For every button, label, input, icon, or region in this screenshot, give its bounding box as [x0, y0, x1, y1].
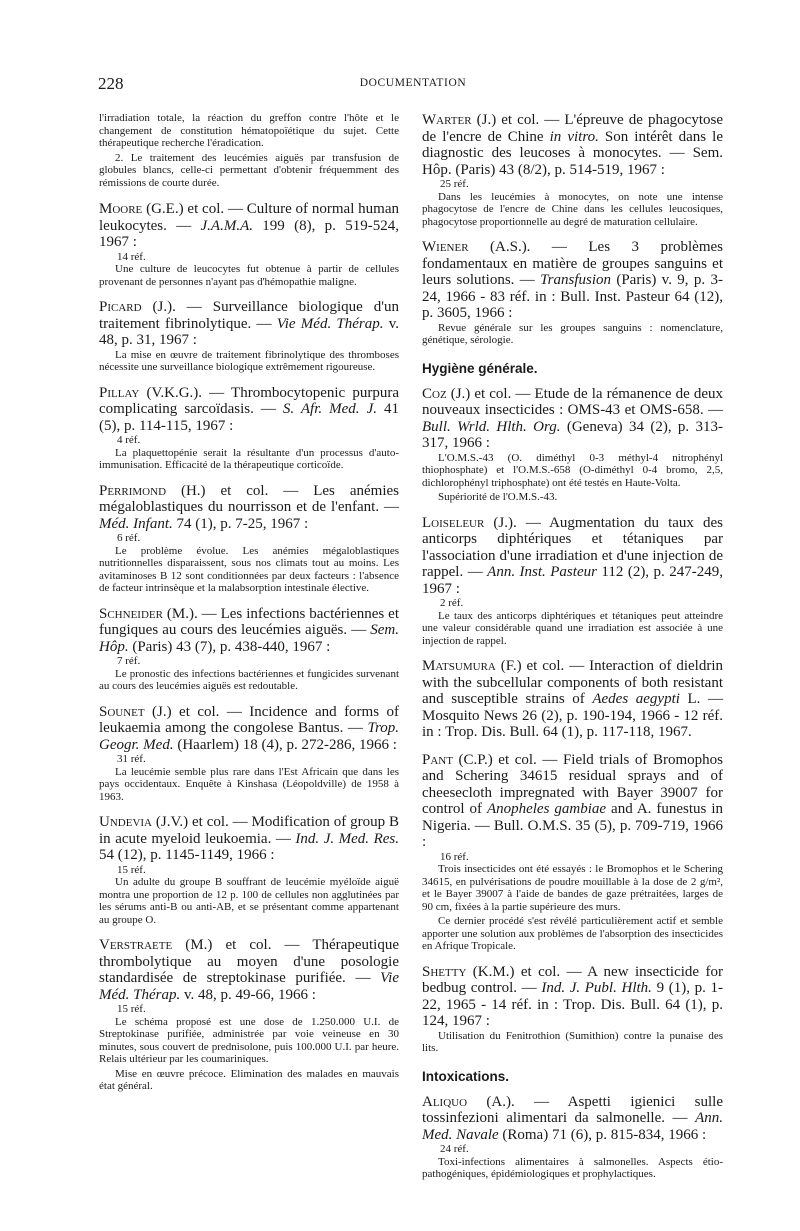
- citation-title: — Surveillance biologique d'un traitement fibrinolytique. —: [99, 299, 399, 332]
- abstract-paragraph: La mise en œuvre de traitement fibrinolytique des thromboses nécessite une surveillance biologique extrêmement rigoureuse.: [99, 348, 399, 373]
- abstract-paragraph: Le problème évolue. Les anémies mégaloblastiques nutritionnelles disparaissent, sous nos climats tout au moins. Les avitaminoses B 12 sont conditionnées par deux facteurs : l'absence de facteur intrinsèque et la malabsorption intestinale élective.: [99, 544, 399, 594]
- reference-count: 15 réf.: [117, 863, 146, 876]
- citation: [99, 606, 399, 656]
- bibliography-entry: [422, 964, 723, 1055]
- bibliography-entry: [422, 1094, 723, 1181]
- citation-title: et col. — Culture of normal human leukocytes. —: [99, 201, 399, 234]
- journal-name: Ann. Inst. Pasteur: [487, 564, 597, 580]
- citation: [99, 299, 399, 349]
- right-column: [422, 112, 723, 1192]
- citation-details: 9 (1), p. 1-22, 1965 - 14 réf. in : Trop. Dis. Bull. 64 (1), p. 124, 1967 :: [422, 980, 723, 1029]
- citation-details: (Geneva) 34 (2), p. 313-317, 1966 :: [422, 418, 724, 451]
- continuation-paragraph: l'irradiation totale, la réaction du greffon contre l'hôte et le changement de constitution hématopoïétique du sujet. Cette thérapeutique recherche l'éradication.: [99, 112, 399, 149]
- citation-title: — Augmentation du taux des anticorps diphtériques et tétaniques par l'association d'une irradiation et d'une injection de rappel. —: [422, 514, 724, 580]
- bibliography-entry: [422, 386, 723, 504]
- abstract-paragraph: Le pronostic des infections bactériennes et fungicides survenant au cours des leucémies aiguës est redoutable.: [99, 667, 399, 692]
- journal-name: in vitro.: [549, 128, 599, 145]
- citation: [422, 239, 723, 322]
- bibliography-entry: [422, 752, 723, 953]
- running-head: DOCUMENTATION: [359, 77, 467, 89]
- author-name: Shetty (K.M.): [422, 963, 515, 980]
- citation-title: et col. — Interaction of dieldrin with the subcellular components of both resistant and susceptible strains of: [422, 658, 723, 707]
- citation-details: 112 (2), p. 247-249, 1967 :: [422, 564, 723, 597]
- reference-count: 31 réf.: [117, 753, 146, 765]
- citation: [422, 964, 723, 1030]
- author-name: Undevia (J.V.): [99, 814, 189, 830]
- citation-title: et col. — Incidence and forms of leukaemia among the congolese Bantus. —: [99, 703, 399, 736]
- bibliography-entry: [99, 704, 399, 804]
- author-name: Sounet (J.): [99, 703, 172, 720]
- citation-details: (Roma) 71 (6), p. 815-834, 1966 :: [498, 1126, 707, 1143]
- bibliography-entry: [99, 937, 399, 1093]
- abstract-paragraph: Revue générale sur les groupes sanguins : nomenclature, génétique, sérologie.: [422, 321, 723, 346]
- abstract-paragraph: Utilisation du Fenitrothion (Sumithion) contre la punaise des lits.: [422, 1029, 723, 1054]
- page-number: 228: [98, 74, 124, 93]
- citation-details: 74 (1), p. 7-25, 1967 :: [172, 515, 309, 532]
- citation: [99, 201, 399, 251]
- reference-count: 14 réf.: [117, 250, 146, 263]
- citation-title: et col. — L'épreuve de phagocytose de l'encre de Chine: [422, 112, 723, 145]
- reference-count: 24 réf.: [440, 1143, 469, 1155]
- journal-name: Ind. J. Med. Res.: [295, 830, 399, 847]
- citation: [422, 658, 723, 741]
- page-header: [98, 74, 728, 96]
- author-name: Moore (G.E.): [99, 201, 184, 217]
- citation: [422, 1094, 723, 1144]
- left-column: [99, 112, 399, 1104]
- citation: [99, 704, 399, 754]
- journal-name: Vie Méd. Thérap.: [99, 970, 399, 1003]
- citation: [422, 515, 723, 598]
- citation: [422, 112, 723, 178]
- citation: [99, 483, 399, 533]
- citation-title: — Les infections bactériennes et fungiques au cours des leucémies aiguës. —: [99, 605, 399, 638]
- abstract-paragraph: Dans les leucémies à monocytes, on note une intense phagocytose de l'encre de Chine dans les cellules leucosiques, phagocytose proportionnelle au degré de maturation cellulaire.: [422, 190, 723, 228]
- journal-name: Bull. Wrld. Hlth. Org.: [422, 418, 561, 435]
- reference-count: 16 réf.: [440, 850, 469, 863]
- bibliography-entry: [99, 385, 399, 472]
- left-entries: [99, 201, 399, 1093]
- abstract-paragraph: Supériorité de l'O.M.S.-43.: [438, 491, 558, 503]
- abstract-paragraph: Une culture de leucocytes fut obtenue à partir de cellules provenant de personnes n'ayant pas d'hémopathie maligne.: [99, 263, 399, 288]
- section-heading-hygiene: Hygiène générale.: [422, 360, 538, 376]
- author-name: Schneider (M.).: [99, 605, 198, 622]
- abstract-paragraph: Ce dernier procédé s'est révélé particulièrement actif et semble apporter une solution aux problèmes de l'absorption des insecticides en Afrique Tropicale.: [422, 915, 723, 952]
- journal-name: Aedes aegypti: [592, 691, 680, 707]
- bibliography-entry: [422, 658, 723, 741]
- citation-details: v. 48, p. 49-66, 1966 :: [180, 986, 316, 1003]
- right-entries-top: [422, 112, 723, 347]
- abstract-paragraph: Mise en œuvre précoce. Elimination des malades en mauvais état général.: [99, 1067, 399, 1092]
- author-name: Pant (C.P.): [422, 751, 493, 768]
- bibliography-entry: [99, 299, 399, 374]
- reference-count: 7 réf.: [117, 655, 141, 667]
- journal-name: Anopheles gambiae: [486, 801, 607, 817]
- abstract-paragraph: La plaquettopénie serait la résultante d'un processus d'auto-immunisation. Efficacité de la thérapeutique corticoïde.: [99, 446, 399, 471]
- journal-name: Méd. Infant.: [99, 515, 173, 532]
- author-name: Loiseleur (J.).: [422, 514, 517, 531]
- citation-details: (Haarlem) 18 (4), p. 272-286, 1966 :: [173, 736, 397, 753]
- right-entries-hygiene: [422, 386, 723, 1055]
- author-name: Picard (J.).: [99, 299, 176, 315]
- citation-title: et col. — Etude de la rémanence de deux nouveaux insecticides : OMS-43 et OMS-658. —: [422, 385, 723, 418]
- author-name: Wiener (A.S.).: [422, 239, 531, 255]
- citation-title: et col. — Field trials of Bromophos and Schering 34615 residual sprays and of cheesecloth impregnated with Bayer 39007 for control of: [422, 751, 724, 817]
- citation-title: — Les 3 problèmes fondamentaux en matière de groupes sanguins et leurs solutions. —: [422, 239, 723, 288]
- reference-count: 2 réf.: [440, 597, 464, 609]
- author-name: Perrimond (H.): [99, 482, 206, 499]
- bibliography-entry: [422, 239, 723, 347]
- citation-title: et col. — Thérapeutique thrombolytique au moyen d'une posologie standardisée de streptokinase purifiée. —: [99, 937, 399, 986]
- citation-details: and A. funestus in Nigeria. — Bull. O.M.S. 35 (5), p. 709-719, 1966 :: [422, 801, 724, 850]
- bibliography-entry: [99, 201, 399, 288]
- continuation-text: [99, 112, 399, 189]
- reference-count: 25 réf.: [440, 178, 469, 190]
- section-heading-intoxications: Intoxications.: [422, 1068, 510, 1084]
- journal-name: S. Afr. Med. J.: [282, 401, 377, 417]
- citation-details: L. — Mosquito News 26 (2), p. 190-194, 1966 - 12 réf. in : Trop. Dis. Bull. 64 (1), p. 117-118, 1967.: [422, 691, 724, 740]
- reference-count: 15 réf.: [117, 1003, 146, 1015]
- journal-name: Sem. Hôp.: [99, 622, 399, 655]
- author-name: Matsumura (F.): [422, 658, 522, 674]
- abstract-paragraph: Le schéma proposé est une dose de 1.250.000 U.I. de Streptokinase purifiée, administrée par voie veineuse en 30 minutes, sous couvert de prednisolone, puis 100.000 U.I. par heure. Relais ultérieur par les coumariniques.: [99, 1015, 399, 1065]
- bibliography-entry: [422, 515, 723, 648]
- journal-name: Ann. Med. Navale: [422, 1110, 723, 1143]
- continuation-paragraph: 2. Le traitement des leucémies aiguës par transfusion de globules blancs, celle-ci permettant d'obtenir fréquemment des rémissions de courte durée.: [99, 151, 399, 189]
- citation-details: 199 (8), p. 519-524, 1967 :: [99, 217, 399, 250]
- right-entries-intox: [422, 1094, 723, 1181]
- citation-details: v. 48, p. 31, 1967 :: [99, 315, 400, 348]
- journal-name: J.A.M.A.: [200, 217, 253, 234]
- bibliography-entry: [422, 112, 723, 228]
- citation: [422, 386, 723, 452]
- bibliography-entry: [99, 606, 399, 693]
- citation: [99, 814, 399, 864]
- journal-name: Vie Méd. Thérap.: [276, 315, 384, 332]
- abstract-paragraph: Le taux des anticorps diphtériques et tétaniques peut atteindre une valeur considérable quand une irradiation est associée à une injection de rappel.: [422, 609, 723, 647]
- journal-name: Transfusion: [540, 272, 611, 288]
- reference-count: 6 réf.: [117, 532, 141, 544]
- citation-details: (Paris) 43 (7), p. 438-440, 1967 :: [128, 638, 331, 655]
- citation: [422, 752, 723, 851]
- citation: [99, 385, 399, 435]
- bibliography-entry: [99, 483, 399, 595]
- citation-details: 54 (12), p. 1145-1149, 1966 :: [99, 847, 275, 863]
- journal-name: Ind. J. Publ. Hlth.: [541, 980, 652, 996]
- author-name: Aliquo (A.).: [422, 1093, 515, 1110]
- author-name: Verstraete (M.): [99, 937, 213, 953]
- abstract-paragraph: La leucémie semble plus rare dans l'Est Africain que dans les pays occidentaux. Enquête à Kinshasa (Léopoldville) de 1958 à 1963.: [99, 765, 399, 803]
- author-name: Pillay (V.K.G.).: [99, 384, 203, 401]
- citation: [99, 937, 399, 1003]
- bibliography-entry: [99, 814, 399, 926]
- citation-title: — Aspetti igienici sulle tossinfezioni alimentari da salmonelle. —: [422, 1093, 723, 1126]
- citation-title: et col. — A new insecticide for bedbug control. —: [422, 963, 723, 996]
- journal-name: Trop. Geogr. Med.: [99, 720, 399, 753]
- author-name: Coz (J.): [422, 385, 471, 402]
- abstract-paragraph: Trois insecticides ont été essayés : le Bromophos et le Schering 34615, en pulvérisations de poudre mouillable à la dose de 2 g/m², et le Bayer 39007 à l'aide de bandes de gaze prétraitées, larges de 90 cm, fixées à la partie supérieure des murs.: [422, 863, 723, 913]
- author-name: Warter (J.): [422, 112, 497, 128]
- citation-details: Son intérêt dans le diagnostic des leucoses à monocytes. — Sem. Hôp. (Paris) 43 (8/2), p. 514-519, 1967 :: [422, 128, 723, 178]
- citation-details: (Paris) v. 9, p. 3-24, 1966 - 83 réf. in : Bull. Inst. Pasteur 64 (12), p. 3605, 1966 :: [422, 272, 723, 321]
- citation-title: et col. — Modification of group B in acute myeloid leukoemia. —: [99, 814, 400, 847]
- reference-count: 4 réf.: [117, 434, 141, 446]
- citation-title: — Thrombocytopenic purpura complicating sarcoïdasis. —: [99, 384, 399, 417]
- citation-details: 41 (5), p. 114-115, 1967 :: [99, 401, 399, 434]
- abstract-paragraph: L'O.M.S.-43 (O. diméthyl 0-3 méthyl-4 nitrophényl thiophosphate) et l'O.M.S.-658 (O-diméthyl 0-4 bromo, 2,5, dichlorophényl triphosphate) ont été testés en Haute-Volta.: [422, 451, 723, 489]
- citation-title: et col. — Les anémies mégaloblastiques du nourrisson et de l'enfant. —: [99, 482, 399, 515]
- abstract-paragraph: Un adulte du groupe B souffrant de leucémie myéloïde aiguë montra une proportion de 12 p. 100 de cellules non agglutinées par les sérums anti-B ou anti-AB, et se présentant comme appartenant au groupe O.: [99, 876, 399, 926]
- abstract-paragraph: Toxi-infections alimentaires à salmonelles. Aspects étio-pathogéniques, épidémiologiques et prophylactiques.: [422, 1155, 723, 1180]
